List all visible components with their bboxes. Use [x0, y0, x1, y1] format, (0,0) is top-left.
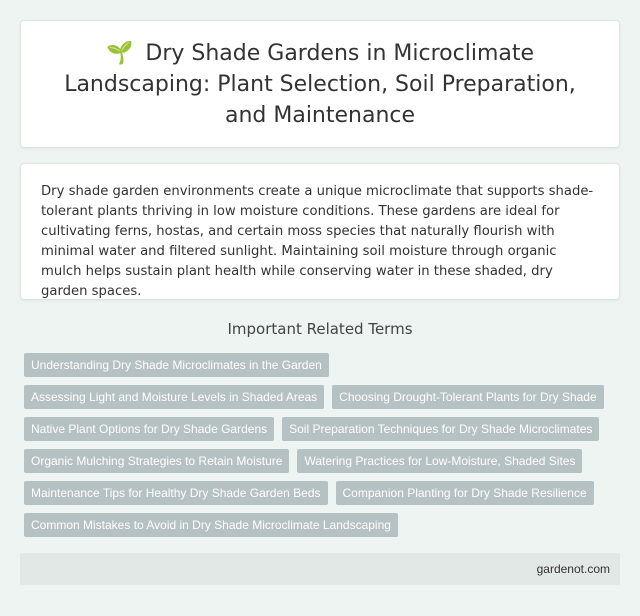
summary-text: Dry shade garden environments create a unique microclimate that supports shade-tolerant plants thriving in low moisture conditions. These gardens are ideal for cultivating ferns, hostas, and certain moss species that naturally flourish with minimal water and filtered sunlight. Maintaining soil moisture through organic mulch helps sustain plant health while conserving water in these shaded, dry garden spaces. — [41, 184, 594, 299]
related-term-tag[interactable]: Watering Practices for Low-Moisture, Shaded Sites — [297, 449, 582, 473]
page-title-text: Dry Shade Gardens in Microclimate Landscaping: Plant Selection, Soil Preparation, and Maintenance — [64, 40, 576, 128]
related-term-tag[interactable]: Understanding Dry Shade Microclimates in the Garden — [24, 353, 329, 377]
page-title — [43, 38, 597, 131]
related-term-tag[interactable]: Choosing Drought-Tolerant Plants for Dry Shade — [332, 385, 603, 409]
related-term-tag[interactable]: Assessing Light and Moisture Levels in Shaded Areas — [24, 385, 324, 409]
related-term-tag[interactable]: Soil Preparation Techniques for Dry Shade Microclimates — [282, 417, 599, 441]
related-term-tag[interactable]: Common Mistakes to Avoid in Dry Shade Microclimate Landscaping — [24, 513, 398, 537]
title-card — [20, 20, 620, 148]
footer-site-link[interactable]: gardenot.com — [536, 562, 610, 576]
related-term-tag[interactable]: Companion Planting for Dry Shade Resilience — [336, 481, 594, 505]
related-term-tag[interactable]: Organic Mulching Strategies to Retain Moisture — [24, 449, 289, 473]
related-terms-heading: Important Related Terms — [227, 320, 413, 338]
footer — [20, 553, 620, 585]
related-term-tag[interactable]: Maintenance Tips for Healthy Dry Shade Garden Beds — [24, 481, 328, 505]
related-terms-list — [20, 353, 620, 537]
related-term-tag[interactable]: Native Plant Options for Dry Shade Gardens — [24, 417, 274, 441]
sprout-icon: 🌱 — [105, 40, 134, 66]
summary-card — [20, 163, 620, 300]
